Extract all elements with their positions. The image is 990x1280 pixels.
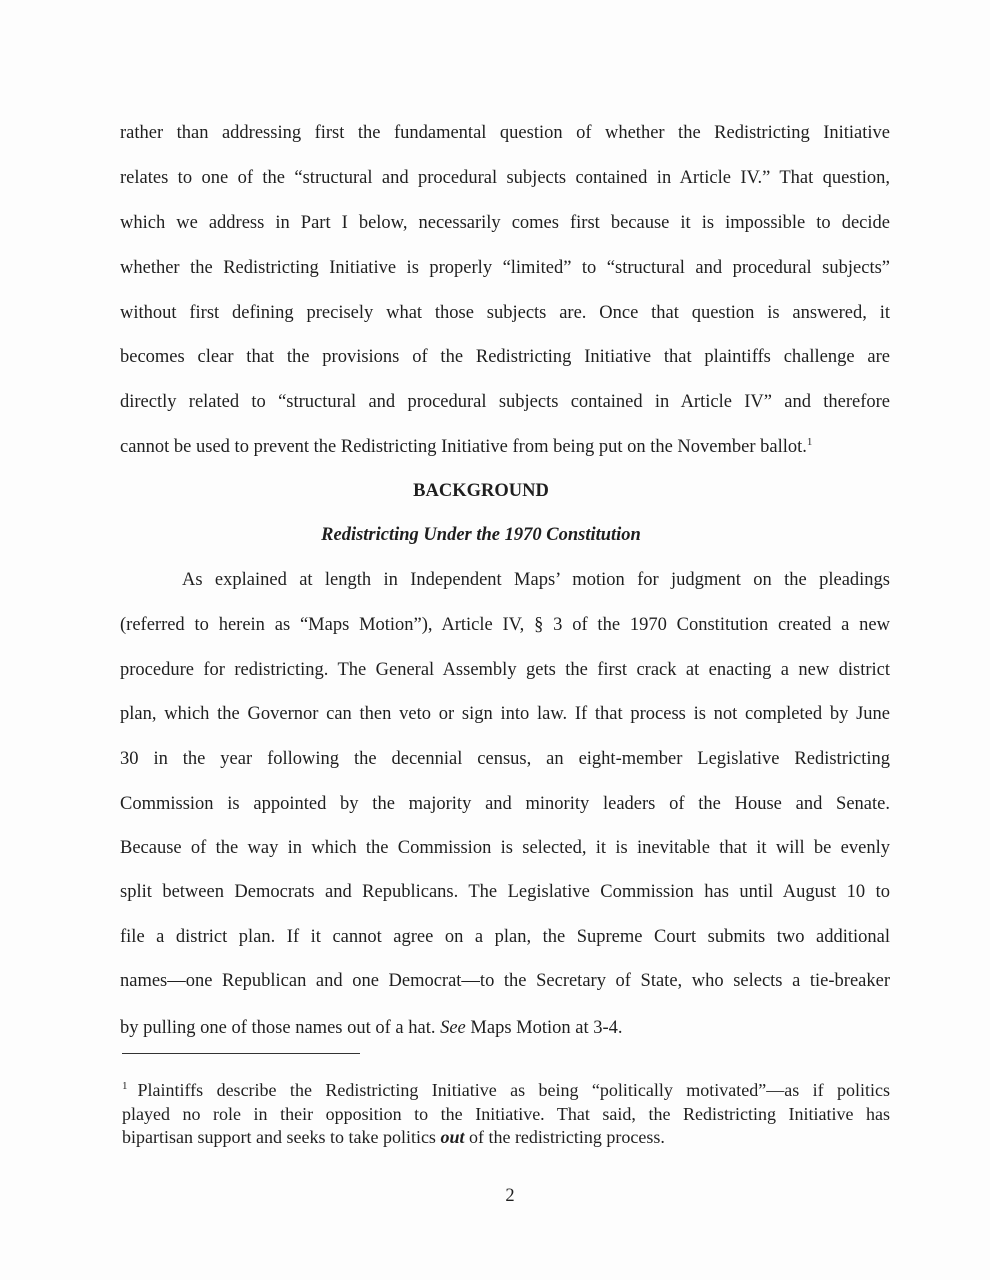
footnote-line: played no role in their opposition to the Initiative. That said, the Redistricting Initiative has [122,1104,890,1124]
body-line: plan, which the Governor can then veto or sign into law. If that process is not completed by June [120,704,890,724]
body-line: relates to one of the “structural and procedural subjects contained in Article IV.” That question, [120,168,890,188]
body-line: Because of the way in which the Commission is selected, it is inevitable that it will be evenly [120,838,890,858]
footnote-text: of the redistricting process. [464,1127,665,1147]
body-line: As explained at length in Independent Maps’ motion for judgment on the pleadings [182,570,890,590]
footnote-reference: 1 [806,435,813,448]
subsection-heading: Redistricting Under the 1970 Constitution [321,525,641,545]
footnote-text: Plaintiffs describe the Redistricting Initiative as being “politically motivated”—as if politics [137,1080,890,1100]
body-line: file a district plan. If it cannot agree on a plan, the Supreme Court submits two additional [120,927,890,947]
body-line-text: cannot be used to prevent the Redistricting Initiative from being put on the November ballot. [120,437,807,457]
body-line: names—one Republican and one Democrat—to the Secretary of State, who selects a tie-breaker [120,971,890,991]
page-number: 2 [505,1186,515,1206]
footnote-mark: 1 [122,1080,128,1092]
body-line: rather than addressing first the fundamental question of whether the Redistricting Initiative [120,123,890,143]
citation-signal: See [440,1018,466,1038]
body-line-last [120,1016,623,1040]
footnote-divider [122,1053,360,1054]
footnote-emphasis: out [440,1127,465,1147]
footnote-line-last [122,1126,665,1149]
body-line: procedure for redistricting. The General Assembly gets the first crack at enacting a new district [120,660,890,680]
body-line: directly related to “structural and procedural subjects contained in Article IV” and therefore [120,392,890,412]
footnote-text: bipartisan support and seeks to take politics [122,1127,441,1147]
body-line: split between Democrats and Republicans. The Legislative Commission has until August 10 to [120,882,890,902]
body-line-text: by pulling one of those names out of a hat. [120,1018,441,1038]
body-line: becomes clear that the provisions of the Redistricting Initiative that plaintiffs challenge are [120,347,890,367]
body-line: Commission is appointed by the majority and minority leaders of the House and Senate. [120,794,890,814]
body-line: 30 in the year following the decennial census, an eight-member Legislative Redistricting [120,749,890,769]
section-heading: BACKGROUND [413,481,549,501]
footnote-line [122,1079,890,1102]
body-line: without first defining precisely what those subjects are. Once that question is answered, it [120,303,890,323]
body-line-last [120,435,812,459]
body-line: whether the Redistricting Initiative is properly “limited” to “structural and procedural subjects” [120,258,890,278]
body-line: which we address in Part I below, necessarily comes first because it is impossible to decide [120,213,890,233]
body-line: (referred to herein as “Maps Motion”), Article IV, § 3 of the 1970 Constitution created a new [120,615,890,635]
body-line-text: Maps Motion at 3-4. [465,1018,623,1038]
